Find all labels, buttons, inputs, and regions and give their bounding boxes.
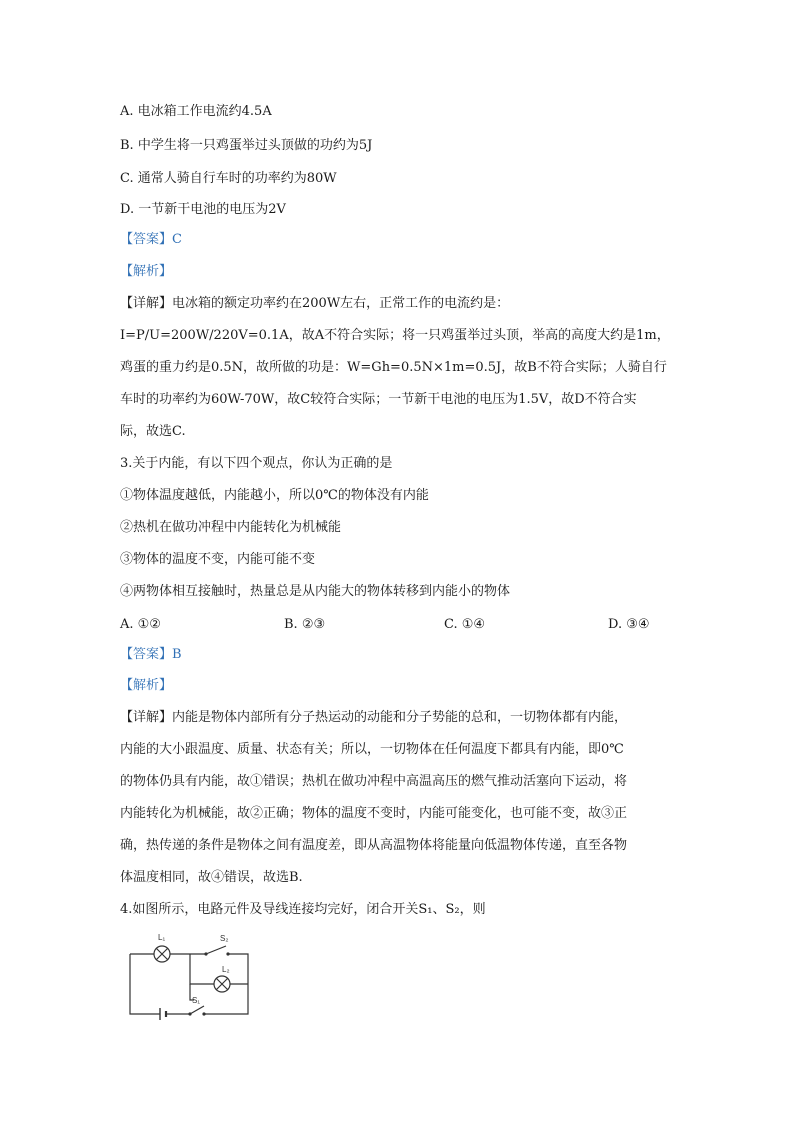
q3-detail-line: 【详解】内能是物体内部所有分子热运动的动能和分子势能的总和，一切物体都有内能， bbox=[120, 710, 628, 725]
q3-statement-4: ④两物体相互接触时，热量总是从内能大的物体转移到内能小的物体 bbox=[120, 584, 511, 599]
q2-detail-line: 鸡蛋的重力约是0.5N，故所做的功是：W=Gh=0.5N×1m=0.5J，故B不符合实际；人骑自行 bbox=[120, 360, 667, 375]
q4-stem: 4.如图所示，电路元件及导线连接均完好，闭合开关S₁、S₂，则 bbox=[120, 902, 486, 917]
battery-icon bbox=[160, 1008, 166, 1020]
q3-choice-d: D. ③④ bbox=[608, 617, 650, 632]
q2-option-d: D. 一节新干电池的电压为2V bbox=[120, 202, 286, 217]
q2-analysis-label: 【解析】 bbox=[120, 264, 173, 279]
q3-stem: 3.关于内能，有以下四个观点，你认为正确的是 bbox=[120, 456, 393, 471]
q2-option-c: C. 通常人骑自行车时的功率约为80W bbox=[120, 171, 337, 186]
label-s2: S₂ bbox=[220, 934, 229, 943]
switch-s2-icon bbox=[204, 946, 229, 956]
q2-detail-line: 际，故选C. bbox=[120, 424, 186, 439]
q3-choice-b: B. ②③ bbox=[284, 617, 326, 632]
q3-detail-line: 的物体仍具有内能，故①错误；热机在做功冲程中高温高压的燃气推动活塞向下运动，将 bbox=[120, 774, 628, 789]
label-s1: S₁ bbox=[192, 996, 201, 1005]
q3-answer: 【答案】B bbox=[120, 647, 182, 662]
q3-detail-line: 内能的大小跟温度、质量、状态有关；所以，一切物体在任何温度下都具有内能，即0℃ bbox=[120, 742, 624, 757]
lamp-l2-icon bbox=[214, 976, 230, 992]
q3-statement-3: ③物体的温度不变，内能可能不变 bbox=[120, 552, 316, 567]
q2-detail-line: I=P/U=200W/220V=0.1A，故A不符合实际；将一只鸡蛋举过头顶，举高的高度大约是1m， bbox=[120, 328, 670, 343]
switch-s1-icon bbox=[188, 1006, 205, 1016]
q3-choice-a: A. ①② bbox=[120, 617, 161, 632]
q3-statement-2: ②热机在做功冲程中内能转化为机械能 bbox=[120, 520, 342, 535]
q3-analysis-label: 【解析】 bbox=[120, 678, 173, 693]
q2-option-a: A. 电冰箱工作电流约4.5A bbox=[120, 104, 272, 119]
q3-statement-1: ①物体温度越低，内能越小，所以0℃的物体没有内能 bbox=[120, 488, 429, 503]
q2-detail-line: 【详解】电冰箱的额定功率约在200W左右，正常工作的电流约是： bbox=[120, 296, 510, 311]
q3-detail-line: 确，热传递的条件是物体之间有温度差，即从高温物体将能量向低温物体传递，直至各物 bbox=[120, 838, 628, 853]
q2-answer: 【答案】C bbox=[120, 232, 182, 247]
label-l1: L₁ bbox=[158, 933, 166, 942]
q3-choice-c: C. ①④ bbox=[444, 617, 486, 632]
q3-detail-line: 内能转化为机械能，故②正确；物体的温度不变时，内能可能变化，也可能不变，故③正 bbox=[120, 806, 628, 821]
label-l2: L₂ bbox=[222, 965, 230, 974]
q2-detail-line: 车时的功率约为60W-70W，故C较符合实际；一节新干电池的电压为1.5V，故D不符合实 bbox=[120, 392, 637, 407]
lamp-l1-icon bbox=[154, 946, 170, 962]
q3-detail-line: 体温度相同，故④错误，故选B. bbox=[120, 870, 303, 885]
circuit-diagram bbox=[124, 928, 256, 1020]
q2-option-b: B. 中学生将一只鸡蛋举过头顶做的功约为5J bbox=[120, 138, 373, 153]
